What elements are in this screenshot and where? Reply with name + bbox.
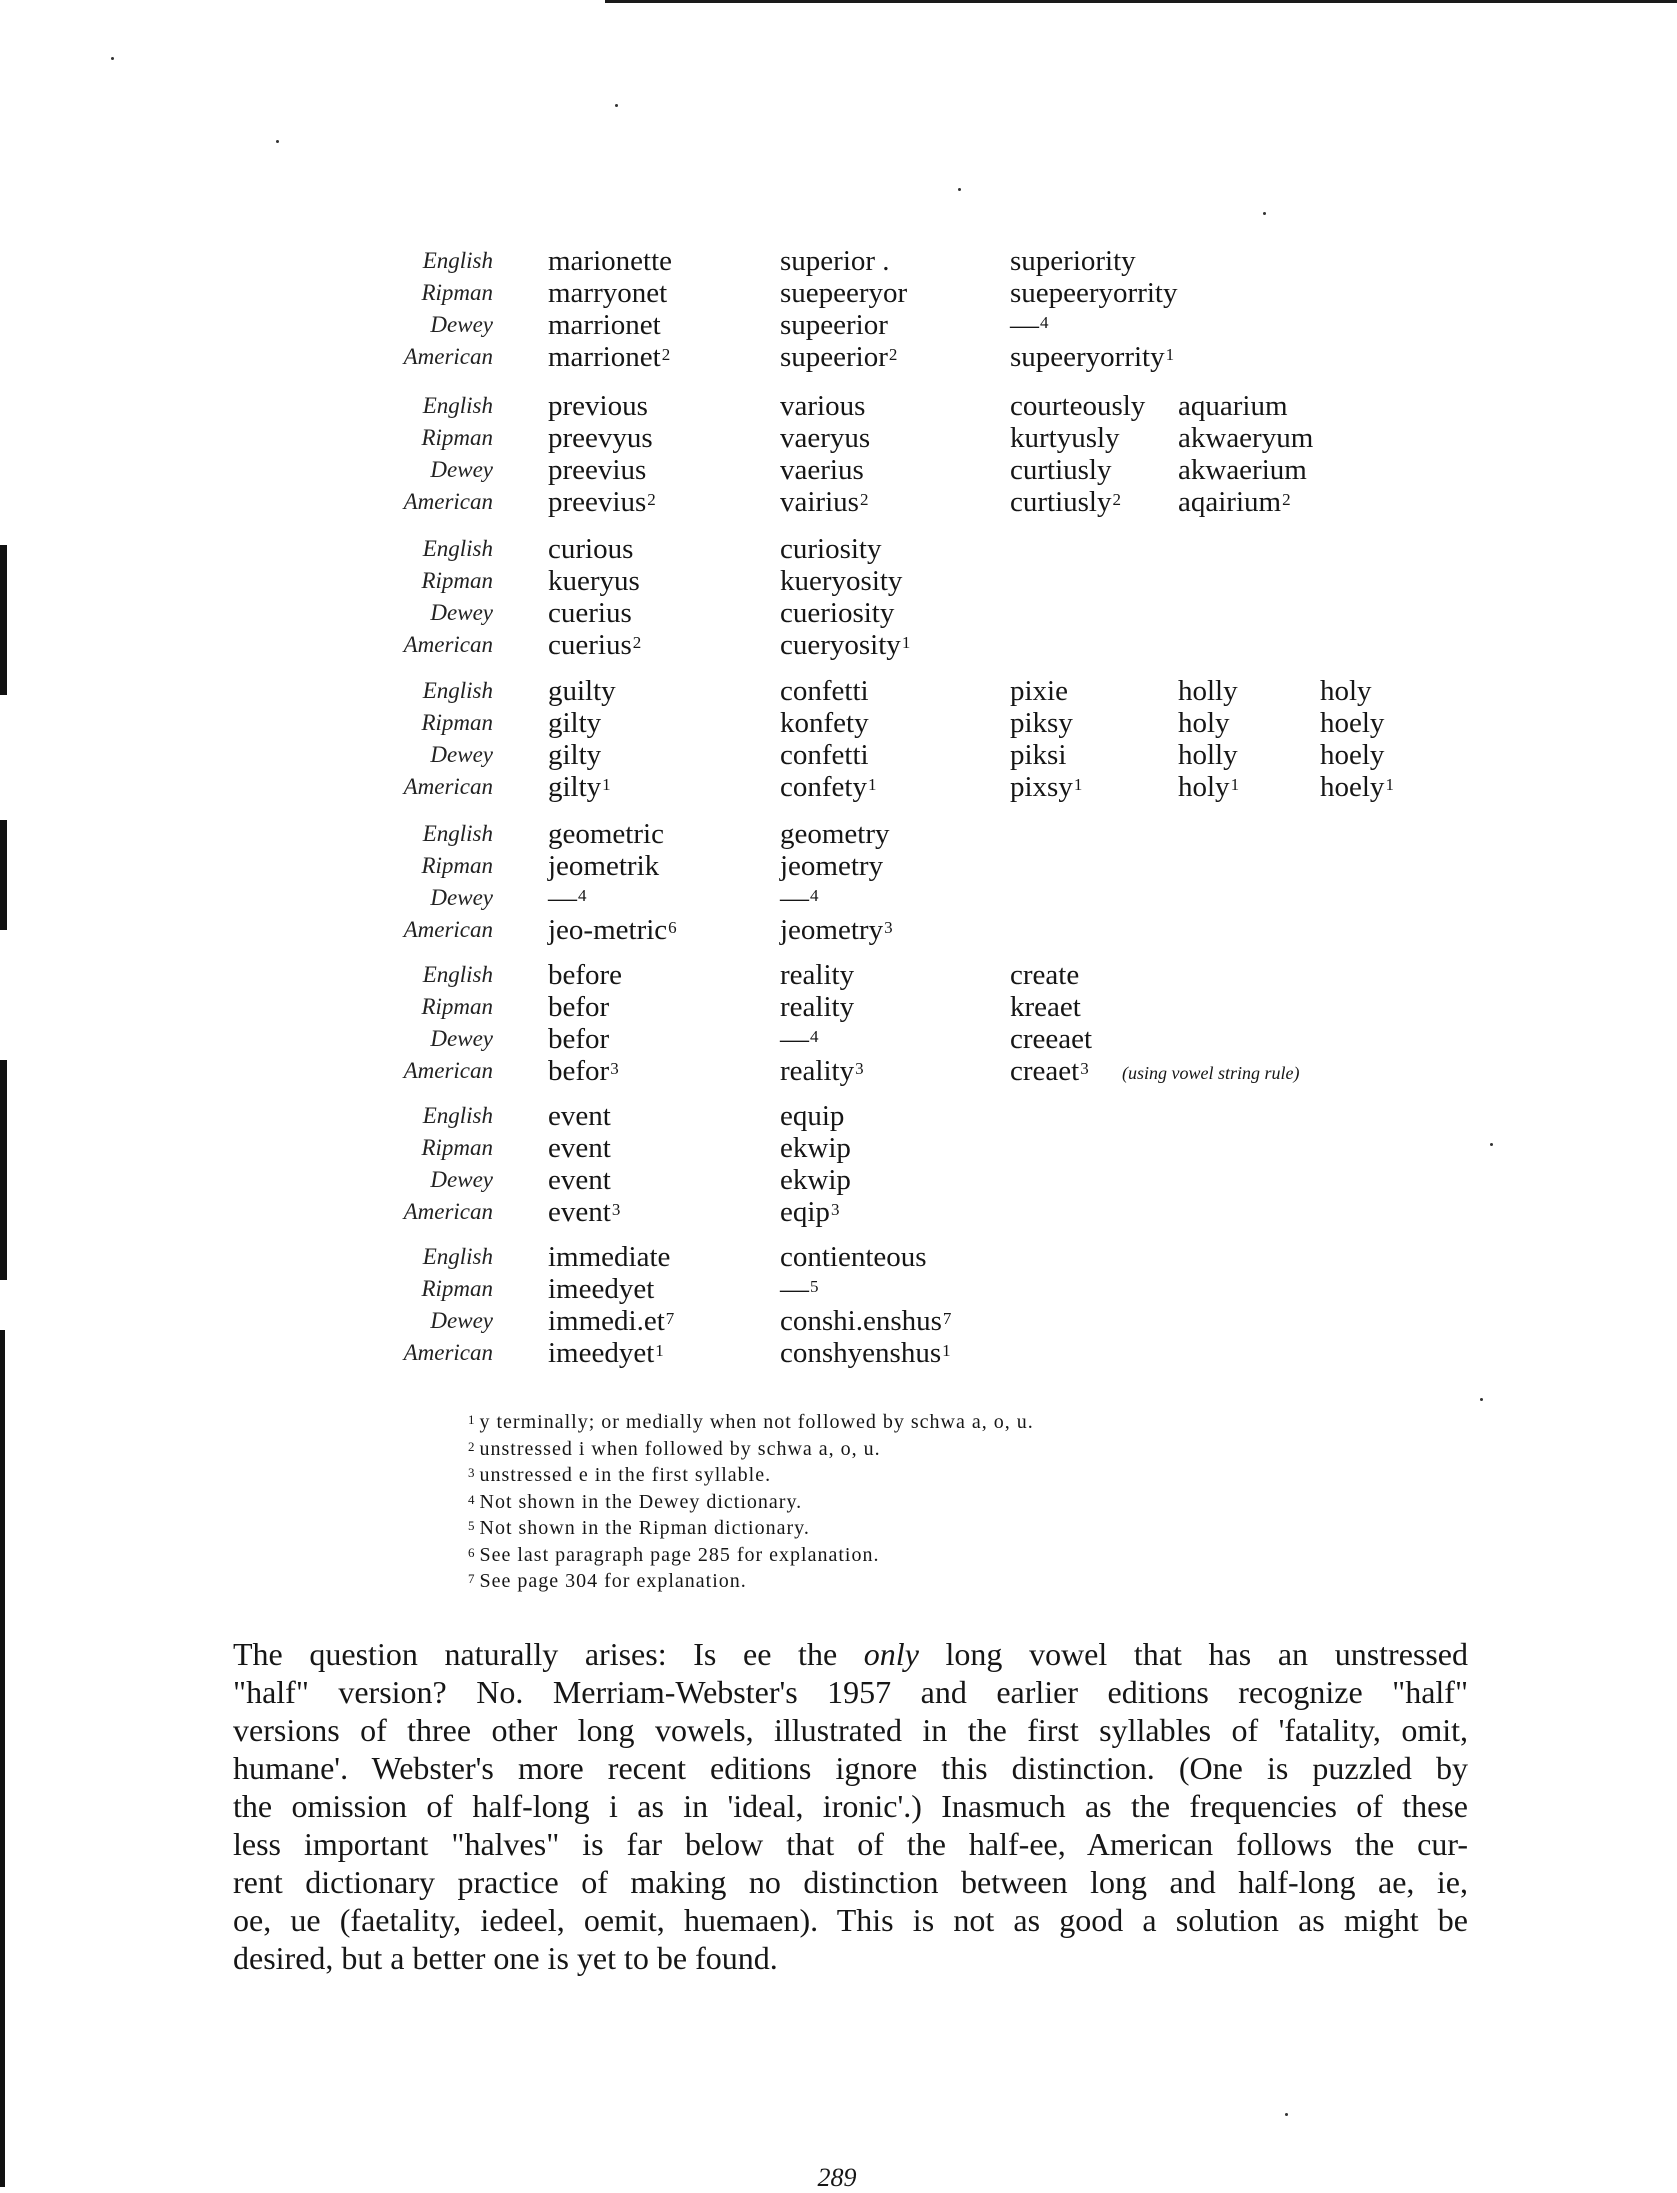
table-row xyxy=(360,565,1490,597)
word-cell: holy xyxy=(1178,707,1230,739)
word-cell: cueryosity$^1$ xyxy=(780,629,911,661)
scan-edge-mark xyxy=(0,545,7,695)
word-cell: aqairium$^2$ xyxy=(1178,486,1291,518)
word-cell: konfety xyxy=(780,707,869,739)
spelling-system-label: American xyxy=(403,489,493,514)
footnote-ref: 4 xyxy=(1040,313,1049,332)
word-group xyxy=(360,533,1490,663)
spelling-system-label: American xyxy=(403,1340,493,1365)
word-cell: holly xyxy=(1178,675,1238,707)
footnote-ref: 1 xyxy=(655,1341,664,1360)
spelling-system-label: American xyxy=(403,1058,493,1083)
word-cell: ekwip xyxy=(780,1164,851,1196)
footnote-ref: 1 xyxy=(942,1341,951,1360)
paragraph-line: desired, but a better one is yet to be found. xyxy=(233,1940,778,1976)
word-cell: gilty$^1$ xyxy=(548,771,611,803)
word-cell: confety$^1$ xyxy=(780,771,877,803)
table-row xyxy=(360,739,1490,771)
footnote-ref: 3 xyxy=(611,1200,621,1219)
word-cell: —$^4$ xyxy=(780,882,819,914)
spelling-system-label: Ripman xyxy=(421,1276,493,1301)
spelling-system-label: Dewey xyxy=(430,1167,493,1192)
word-cell: befor$^3$ xyxy=(548,1055,619,1087)
table-row xyxy=(360,991,1490,1023)
word-cell: aquarium xyxy=(1178,390,1288,422)
word-group xyxy=(360,390,1490,520)
spelling-system-label: English xyxy=(422,678,493,703)
table-row xyxy=(360,1196,1490,1228)
footnote-ref: 3 xyxy=(1080,1059,1089,1078)
footnote-ref: 2 xyxy=(1282,490,1291,509)
table-row xyxy=(360,914,1490,946)
rule-note: (using vowel string rule) xyxy=(1122,1063,1300,1083)
word-cell: befor xyxy=(548,991,610,1023)
table-row xyxy=(360,1241,1490,1273)
spelling-system-label: Dewey xyxy=(430,742,493,767)
table-row xyxy=(360,486,1490,518)
spelling-system-label: Dewey xyxy=(430,600,493,625)
table-row xyxy=(360,771,1490,803)
spelling-system-label: Ripman xyxy=(421,568,493,593)
word-cell: ekwip xyxy=(780,1132,851,1164)
word-cell: reality$^3$ xyxy=(780,1055,864,1087)
word-cell: marrionet xyxy=(548,309,661,341)
word-cell: piksi xyxy=(1010,739,1067,771)
word-cell: previous xyxy=(548,390,648,422)
footnote-mark: 1 xyxy=(468,1412,476,1427)
word-cell: superior . xyxy=(780,245,890,277)
spelling-system-label: Dewey xyxy=(430,457,493,482)
word-cell: curiosity xyxy=(780,533,882,565)
footnote-text: unstressed e in the first syllable. xyxy=(479,1464,772,1486)
word-cell: holy$^1$ xyxy=(1178,771,1240,803)
footnote-ref: 1 xyxy=(867,775,877,794)
footnote-ref: 7 xyxy=(665,1309,675,1328)
footnote-ref: 2 xyxy=(661,345,671,364)
word-cell: confetti xyxy=(780,739,869,771)
word-cell: reality xyxy=(780,959,855,991)
spelling-system-label: English xyxy=(422,536,493,561)
spelling-system-label: American xyxy=(403,917,493,942)
word-cell: $immedi.et^7$ xyxy=(548,1305,675,1337)
footnote-ref: 6 xyxy=(668,918,677,937)
word-cell: preevyus xyxy=(548,422,653,454)
word-cell: pixsy$^1$ xyxy=(1010,771,1083,803)
footnote-ref: 3 xyxy=(884,918,893,937)
word-cell: jeometrik xyxy=(548,850,660,882)
spelling-system-label: Ripman xyxy=(421,280,493,305)
word-cell: guilty xyxy=(548,675,616,707)
table-row xyxy=(360,1164,1490,1196)
word-cell: confetti xyxy=(780,675,869,707)
footnote-text: See last paragraph page 285 for explanation. xyxy=(479,1543,880,1566)
word-cell: event xyxy=(548,1164,611,1196)
table-row xyxy=(360,1132,1490,1164)
word-cell: preevius xyxy=(548,454,647,486)
footnote-mark: 5 xyxy=(468,1518,476,1533)
paragraph-line: rent dictionary practice of making no distinction between long and half-long ae, ie, xyxy=(233,1864,1468,1900)
footnote xyxy=(468,1489,1368,1516)
word-cell: jeometry xyxy=(780,850,884,882)
spelling-system-label: English xyxy=(422,1103,493,1128)
word-cell: creeaet xyxy=(1010,1023,1093,1055)
word-cell: marryonet xyxy=(548,277,668,309)
table-row xyxy=(360,245,1490,277)
table-row xyxy=(360,850,1490,882)
word-cell: —$^5$ xyxy=(780,1273,819,1305)
footnote-ref: 2 xyxy=(647,490,656,509)
word-cell: curtiusly$^2$ xyxy=(1010,486,1121,518)
table-row xyxy=(360,341,1490,373)
word-cell: —$^4$ xyxy=(780,1023,819,1055)
word-cell: eqip$^3$ xyxy=(780,1196,840,1228)
word-cell: create xyxy=(1010,959,1080,991)
table-row xyxy=(360,1305,1490,1337)
footnote-text: unstressed i when followed by schwa a, o, u. xyxy=(479,1437,881,1460)
footnotes xyxy=(468,1409,1368,1595)
footnote-mark: 3 xyxy=(468,1465,476,1480)
word-cell: immediate xyxy=(548,1241,671,1273)
word-cell: event$^3$ xyxy=(548,1196,621,1228)
footnote-ref: 2 xyxy=(1112,490,1121,509)
scan-edge-mark xyxy=(0,1330,5,2187)
table-row xyxy=(360,390,1490,422)
footnote-text: Not shown in the Dewey dictionary. xyxy=(479,1490,803,1513)
footnote-ref: 5 xyxy=(810,1277,819,1296)
paragraph-line: humane'. Webster's more recent editions ignore this distinction. (One is puzzled by xyxy=(233,1750,1468,1786)
word-cell: hoely$^1$ xyxy=(1320,771,1394,803)
scan-speck xyxy=(1263,212,1266,215)
spelling-system-label: English xyxy=(422,248,493,273)
footnote-mark: 4 xyxy=(468,1491,476,1507)
table-row xyxy=(360,1273,1490,1305)
footnote-mark: 7 xyxy=(468,1571,476,1586)
word-cell: supeerior xyxy=(780,309,888,341)
table-row xyxy=(360,597,1490,629)
word-cell: hoely xyxy=(1320,707,1385,739)
page-top-rule xyxy=(605,0,1677,3)
word-cell: gilty xyxy=(548,739,602,771)
table-row xyxy=(360,422,1490,454)
word-cell: holly xyxy=(1178,739,1238,771)
word-cell: jeometry$^3$ xyxy=(780,914,893,946)
word-cell: piksy xyxy=(1010,707,1073,739)
emphasis-word: only xyxy=(863,1636,919,1672)
word-cell: hoely xyxy=(1320,739,1385,771)
footnote-ref: 3 xyxy=(855,1059,864,1078)
word-cell: suepeeryor xyxy=(780,277,908,309)
word-cell: marrionet$^2$ xyxy=(548,341,671,373)
word-cell: imeedyet$^1$ xyxy=(548,1337,664,1369)
body-paragraph xyxy=(233,1635,1468,1977)
footnote-text: See page 304 for explanation. xyxy=(479,1570,747,1592)
table-row xyxy=(360,629,1490,661)
footnote-ref: 1 xyxy=(1385,775,1394,794)
footnote-text: y terminally; or medially when not followed by schwa a, o, u. xyxy=(479,1411,1034,1433)
word-cell: gilty xyxy=(548,707,602,739)
word-cell: equip xyxy=(780,1100,845,1132)
paragraph-line: versions of three other long vowels, illustrated in the first syllables of 'fatality, omit, xyxy=(233,1712,1468,1748)
spelling-system-label: Ripman xyxy=(421,425,493,450)
word-cell: jeo-metric$^6$ xyxy=(548,914,677,946)
table-row xyxy=(360,277,1490,309)
word-cell: cuerius$^2$ xyxy=(548,629,642,661)
scan-speck xyxy=(958,188,961,191)
page-number: 289 xyxy=(817,2163,857,2192)
word-group xyxy=(360,818,1490,948)
spelling-system-label: English xyxy=(422,962,493,987)
word-cell: supeeryorrity$^1$ xyxy=(1010,341,1175,373)
spelling-system-label: Dewey xyxy=(430,312,493,337)
footnote-ref: 4 xyxy=(810,886,819,905)
paragraph-line: "half" version? No. Merriam-Webster's 1957 and earlier editions recognize "half" xyxy=(233,1674,1468,1710)
word-cell: —$^4$ xyxy=(548,882,587,914)
word-cell: geometric xyxy=(548,818,664,850)
word-group xyxy=(360,1100,1490,1230)
scan-edge-mark xyxy=(0,820,7,930)
word-group xyxy=(360,675,1490,805)
spelling-system-label: Ripman xyxy=(421,1135,493,1160)
word-cell: vaeryus xyxy=(780,422,871,454)
footnote-ref: 3 xyxy=(610,1059,619,1078)
word-cell: kueryus xyxy=(548,565,640,597)
paragraph-line xyxy=(233,1635,1468,1673)
spelling-system-label: Dewey xyxy=(430,1026,493,1051)
word-cell: akwaeryum xyxy=(1178,422,1314,454)
table-row xyxy=(360,454,1490,486)
word-cell: vaerius xyxy=(780,454,864,486)
table-row xyxy=(360,675,1490,707)
footnote-ref: 2 xyxy=(859,490,869,509)
spelling-system-label: American xyxy=(403,632,493,657)
word-cell: curious xyxy=(548,533,634,565)
word-cell: suepeeryorrity xyxy=(1010,277,1178,309)
footnote-ref: 4 xyxy=(578,886,587,905)
word-cell: creaet$^3$ xyxy=(1010,1055,1089,1087)
scan-speck xyxy=(111,57,114,60)
word-cell: imeedyet xyxy=(548,1273,655,1305)
scan-edge-mark xyxy=(0,1060,7,1280)
table-row xyxy=(360,882,1490,914)
footnote-ref: 1 xyxy=(1073,775,1083,794)
word-group xyxy=(360,245,1490,375)
word-cell: vairius$^2$ xyxy=(780,486,869,518)
scan-speck xyxy=(1490,1143,1493,1146)
word-cell: holy xyxy=(1320,675,1372,707)
footnote xyxy=(468,1515,1368,1542)
word-group xyxy=(360,959,1490,1089)
word-cell: cueriosity xyxy=(780,597,895,629)
spelling-system-label: English xyxy=(422,393,493,418)
word-cell: geometry xyxy=(780,818,890,850)
word-group xyxy=(360,1241,1490,1371)
table-row xyxy=(360,1023,1490,1055)
word-cell: conshi.enshus$^7$ xyxy=(780,1305,952,1337)
spelling-system-label: English xyxy=(422,821,493,846)
scan-speck xyxy=(276,140,279,143)
table-row xyxy=(360,707,1490,739)
scan-speck xyxy=(1285,2113,1288,2116)
footnote-ref: 1 xyxy=(1165,345,1175,364)
word-cell: kreaet xyxy=(1010,991,1081,1023)
footnote-ref: 1 xyxy=(901,633,911,652)
footnote xyxy=(468,1568,1368,1595)
paragraph-text: The question naturally arises: Is ee the xyxy=(233,1636,864,1672)
paragraph-line: oe, ue (faetality, iedeel, oemit, huemaen). This is not as good a solution as might be xyxy=(233,1902,1468,1938)
footnote-text: Not shown in the Ripman dictionary. xyxy=(479,1517,810,1539)
footnote-ref: 7 xyxy=(942,1309,952,1328)
word-cell: contienteous xyxy=(780,1241,927,1273)
word-cell: reality xyxy=(780,991,855,1023)
footnote xyxy=(468,1436,1368,1463)
spelling-system-label: Ripman xyxy=(421,994,493,1019)
footnote xyxy=(468,1409,1368,1436)
word-cell: event xyxy=(548,1100,611,1132)
scan-speck xyxy=(615,104,618,107)
word-cell: akwaerium xyxy=(1178,454,1307,486)
word-cell: superiority xyxy=(1010,245,1136,277)
footnote xyxy=(468,1462,1368,1489)
word-cell: conshyenshus$^1$ xyxy=(780,1337,951,1369)
footnote xyxy=(468,1542,1368,1569)
spelling-system-label: Dewey xyxy=(430,1308,493,1333)
footnote-mark: 2 xyxy=(468,1438,476,1454)
spelling-system-label: Ripman xyxy=(421,710,493,735)
word-cell: curtiusly xyxy=(1010,454,1112,486)
word-cell: pixie xyxy=(1010,675,1068,707)
word-cell: before xyxy=(548,959,623,991)
word-cell: various xyxy=(780,390,866,422)
word-cell: event xyxy=(548,1132,611,1164)
word-cell: courteously xyxy=(1010,390,1146,422)
word-cell: cuerius xyxy=(548,597,632,629)
word-cell: befor xyxy=(548,1023,610,1055)
table-row xyxy=(360,1100,1490,1132)
table-row xyxy=(360,959,1490,991)
word-cell: marionette xyxy=(548,245,673,277)
table-row xyxy=(360,309,1490,341)
footnote-ref: 2 xyxy=(632,633,642,652)
spelling-system-label: American xyxy=(403,344,493,369)
spelling-system-label: Dewey xyxy=(430,885,493,910)
paragraph-text: long vowel that has an unstressed xyxy=(918,1636,1469,1672)
footnote-ref: 1 xyxy=(602,775,611,794)
word-cell: kurtyusly xyxy=(1010,422,1120,454)
spelling-system-label: American xyxy=(403,1199,493,1224)
footnote-ref: 3 xyxy=(830,1200,840,1219)
footnote-ref: 1 xyxy=(1230,775,1240,794)
word-cell: supeerior$^2$ xyxy=(780,341,898,373)
table-row xyxy=(360,533,1490,565)
paragraph-line: less important "halves" is far below that of the half-ee, American follows the cur- xyxy=(233,1826,1468,1862)
spelling-system-label: American xyxy=(403,774,493,799)
table-row xyxy=(360,1337,1490,1369)
spelling-system-label: English xyxy=(422,1244,493,1269)
table-row xyxy=(360,818,1490,850)
spelling-system-label: Ripman xyxy=(421,853,493,878)
footnote-ref: 2 xyxy=(888,345,898,364)
word-cell: kueryosity xyxy=(780,565,903,597)
table-row xyxy=(360,1055,1490,1087)
word-cell: —$^4$ xyxy=(1010,309,1049,341)
word-cell: preevius$^2$ xyxy=(548,486,656,518)
footnote-ref: 4 xyxy=(810,1027,819,1046)
paragraph-line: the omission of half-long i as in 'ideal, ironic'.) Inasmuch as the frequencies of these xyxy=(233,1788,1468,1824)
footnote-mark: 6 xyxy=(468,1544,476,1560)
scan-speck xyxy=(1480,1398,1483,1401)
